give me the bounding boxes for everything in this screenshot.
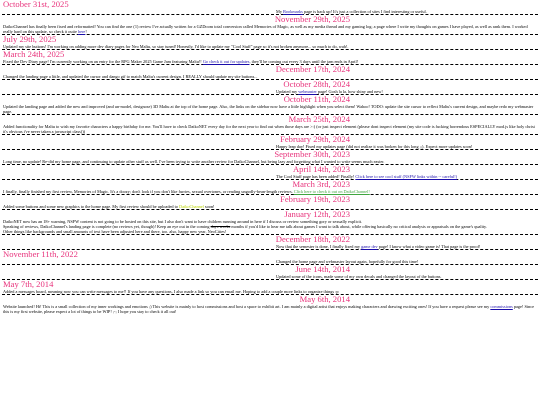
update-text: Happy leap day! Fixed my updates page (did not realize it was broken for this long ;;). Expect more updates soon! <box>276 144 473 149</box>
update-text: Updated my site buttons! I'm working on adding more dev diary pages for Neo Maltu, so stay tuned! Honestly, I'd like to update my "Cool Stuff" page so it's not broken anymore... so much to do, wah!. <box>3 44 349 49</box>
update-date: May 7th, 2014 <box>3 279 54 289</box>
update-text: Fixed the Dev Diary page! I'm currently working on an entry for the RPG Maker 2025 Game Jam featuring Maltu!! Go check it out for updates, they'll be coming out every 3 days until the jam ends in April! <box>3 59 359 64</box>
update-date: October 11th, 2024 <box>283 94 350 104</box>
update-text: Updated some of the icons, made some of my own decals and changed the layout of the buttons. <box>276 274 442 279</box>
update-date: March 25th, 2024 <box>288 114 350 124</box>
update-link[interactable]: Click here to see cool stuff (NSFW links within -- careful!) <box>355 174 458 179</box>
update-text: My Bookmarks page is back up! It's just a collection of sites I find interesting or useful. <box>276 9 427 14</box>
update-date: December 17th, 2024 <box>275 64 350 74</box>
update-link[interactable]: game dev <box>361 244 378 249</box>
update-date: November 11th, 2022 <box>3 249 78 259</box>
update-date: May 6th, 2014 <box>299 294 350 304</box>
update-date: October 28th, 2024 <box>283 79 350 89</box>
update-text: Added a messages board, meaning now you can write messages to me!! If you have any questions, I also made a link so you can email me. Hoping to add a couple more links to organize things :p <box>3 289 339 294</box>
update-date: March 3rd, 2023 <box>292 179 350 189</box>
update-date: July 29th, 2025 <box>3 34 57 44</box>
update-link[interactable]: here <box>77 29 86 34</box>
update-date: February 19th, 2023 <box>280 194 350 204</box>
update-text: Website launched! Hi! This is a small collection of my inner workings and emotions ;) This website is mainly to host commissions and host a space to exhibit art. I am mainly a digital artist that enjoys making characters and drawing exciting ones! If you have a request please see my commissions page! Since this is my first website, please expect a lot of things to be WIP! ;-; I hope you stay to check it all out! <box>3 304 535 314</box>
update-text: Speaking of reviews, DaikoChannel's landing page is complete (no reviews yet, though)! Keep an eye out in the coming days weeks months if you'd like to hear me talk about games I want to talk about, while offering basically no critical analysis or appraisals on the game's quality. <box>3 224 487 229</box>
update-text: Other things like backgrounds and small amounts of text have been adjusted here and there, too. also, happy new year, NeoCities! <box>3 229 227 234</box>
update-date: October 31st, 2025 <box>3 0 69 9</box>
update-link[interactable]: commissions <box>490 304 513 309</box>
update-date: June 14th, 2014 <box>295 264 350 274</box>
update-date: December 18th, 2022 <box>275 234 350 244</box>
update-text: Updated my webmaster page! Gosh la la, how shiny and new! <box>276 89 383 94</box>
update-text: Now that the semester is done, I finally fixed my game dev page! I know what a video game is! That page is the proof! <box>276 244 481 249</box>
update-link[interactable]: Click here to check it out on DaikoChannel! <box>293 189 370 194</box>
struck-text: days weeks <box>210 224 231 229</box>
update-text: The Cool Stuff page has been added! Finally! Click here to see cool stuff (NSFW links within -- careful!) <box>276 174 458 179</box>
update-link[interactable]: Bookmarks <box>283 9 303 14</box>
update-date: March 24th, 2025 <box>3 49 65 59</box>
update-date: April 14th, 2023 <box>292 164 350 174</box>
update-date: January 12th, 2023 <box>284 209 350 219</box>
update-text: DaikoChannel has finally been fixed and reformatted! You can find the one (1) review I've actually written for a GZDoom total conversion called Memories of Magic, as well as my media thread and my gaming log; a page where I write my thoughts on games I have played, as well as rank them. I worked really hard on this update, so check it outie here! <box>3 24 528 34</box>
update-date: November 29th, 2025 <box>274 14 350 24</box>
update-date: September 30th, 2023 <box>274 149 350 159</box>
update-link[interactable]: webmaster <box>298 89 317 94</box>
update-text: Added functionality for Maltu to wish my favorite characters a happy birthday for me. You'll have to check DaikoNET every day for the next year to find out when those days are >:) (or just inspect element (please dont inspect element (my site code is fucking horrendous ESPECIALLY mod.js like holy christ it's obvious i've never taken a javascript class))) <box>3 124 535 134</box>
update-text: Updated the landing page and added the new and improved (and un-model, designose) 3D Maltu at the top of the home page. Also, the links on the sidebar now have a little highlight when you select them! Wahoo! TODO: update the site cursor to reflect Maltu's current design, and maybe redo my webmaster page. <box>3 104 534 114</box>
highlight-text: DaikoChannel <box>179 204 204 209</box>
update-text: DaikoNET now has an 18+ warning, NSFW content is not going to be hosted on this site, but I also don't want to have children running around in here if I discuss or review something gory or sexually explicit. <box>3 219 363 224</box>
update-date: February 29th, 2024 <box>280 134 350 144</box>
update-text: I finally, finally finished my first review, Memories of Magic. It's a doozy; don't look if you don't like furries, sexual overtones, or reading ungodly-bean-length reviews. Click here to check it out on DaikoChannel! <box>3 189 370 194</box>
update-link[interactable]: Go check it out for updates <box>202 59 250 64</box>
update-text: Changed the home page and webmaster layout again, hopefully for good this time! <box>276 259 419 264</box>
update-text: Changed the landing page a little, and updated the cursor and dango gif to match Maltu's current design. I REALLY should update my site buttons... <box>3 74 258 79</box>
update-text: Long time, no update! Re-did my home page, and continuing to update other stuff as well. I've been trying to write another review for DaikoChannel, but being lazy and forgetting what I wanted to write seems much easier. <box>3 159 385 164</box>
update-text: Added some buttons and some new graphics to the home page. My first review should be uploaded to DaikoChannel soon! <box>3 204 215 209</box>
